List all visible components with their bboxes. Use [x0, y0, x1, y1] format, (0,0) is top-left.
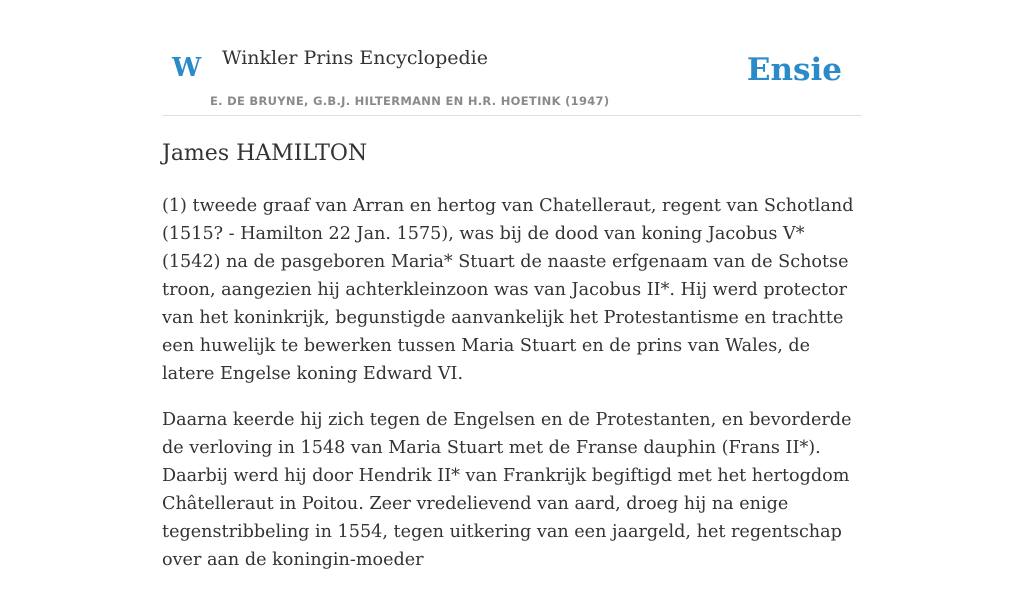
ensie-logo[interactable]: Ensie [746, 52, 842, 88]
article-body [162, 192, 862, 592]
article-paragraph: Daarna keerde hij zich tegen de Engelsen en de Protestanten, en bevorderde de verloving in 1548 van Maria Stuart met de Franse dauphin (Frans II*). Daarbij werd hij door Hendrik II* van Frankrijk begiftigd met het hertogdom Châtelleraut in Poitou. Zeer vredelievend van aard, droeg hij na enige tegenstribbeling in 1554, tegen uitkering van een jaargeld, het regentschap over aan de koningin-moeder [162, 410, 852, 570]
page-header [162, 0, 862, 116]
encyclopedia-authors: E. DE BRUYNE, G.B.J. HILTERMANN EN H.R. HOETINK (1947) [210, 94, 610, 108]
article-paragraph: (1) tweede graaf van Arran en hertog van Chatelleraut, regent van Schotland (1515? - Hamilton 22 Jan. 1575), was bij de dood van koning Jacobus V* (1542) na de pasgeboren Maria* Stuart de naaste erfgenaam van de Schotse troon, aangezien hij achterkleinzoon was van Jacobus II*. Hij werd protector van het koninkrijk, begunstigde aanvankelijk het Protestantisme en trachtte een huwelijk te bewerken tussen Maria Stuart en de prins van Wales, de latere Engelse koning Edward VI. [162, 196, 854, 384]
encyclopedia-title[interactable]: Winkler Prins Encyclopedie [222, 47, 488, 69]
page-container [162, 0, 862, 570]
article-title: James HAMILTON [162, 141, 368, 166]
winkler-prins-logo[interactable]: W [172, 53, 202, 83]
